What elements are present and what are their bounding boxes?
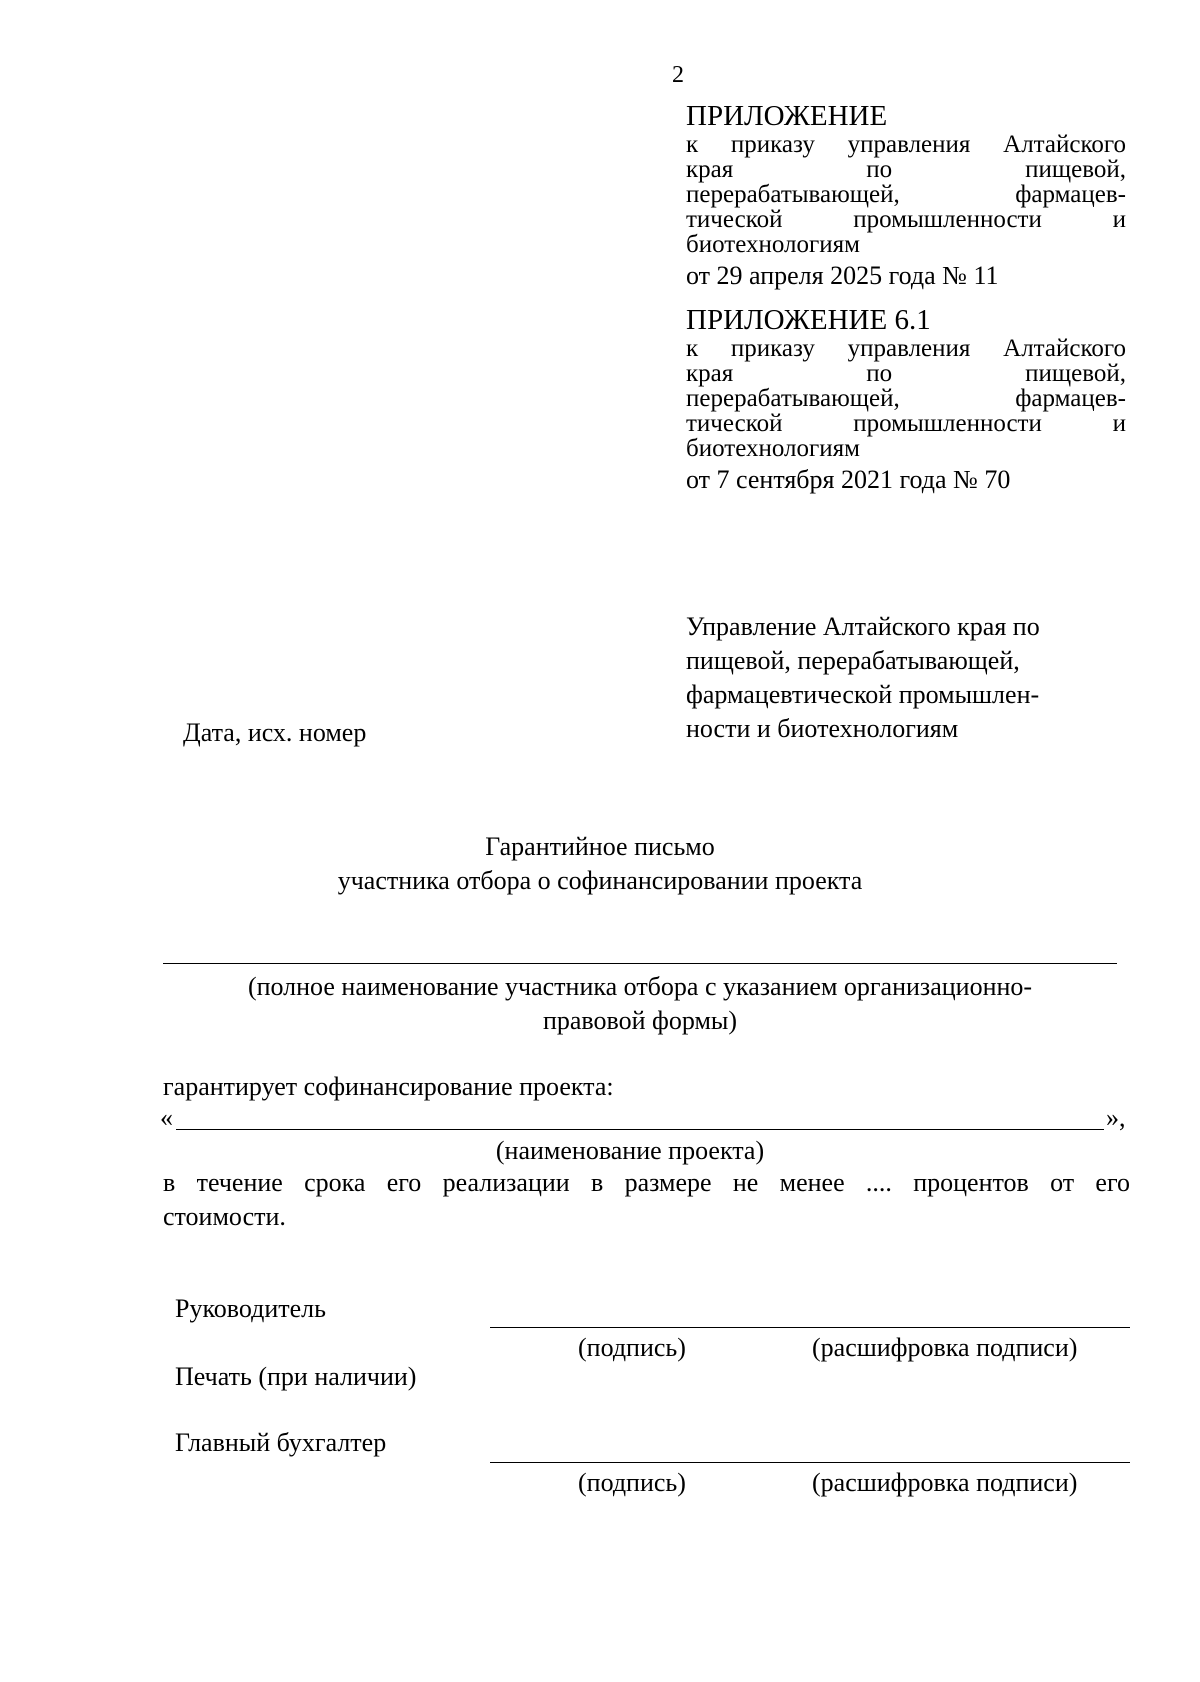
appendix-line: перерабатывающей, фармацев- xyxy=(686,385,1126,412)
addressee-line: Управление Алтайского края по xyxy=(686,612,1040,641)
appendix-line: биотехнологиям xyxy=(686,231,860,258)
guarantee-text: гарантирует софинансирование проекта: xyxy=(163,1072,614,1101)
appendix-date: от 29 апреля 2025 года № 11 xyxy=(686,261,999,290)
quote-open: « xyxy=(160,1103,173,1132)
participant-caption xyxy=(163,970,1117,1038)
letter-title-line: участника отбора о софинансировании проекта xyxy=(337,866,863,895)
appendix-title: ПРИЛОЖЕНИЕ xyxy=(686,100,888,132)
addressee-line: фармацевтической промышлен- xyxy=(686,680,1040,709)
director-signature-caption: (подпись) xyxy=(578,1333,686,1362)
addressee-block xyxy=(686,610,1126,746)
appendix-line: к приказу управления Алтайского xyxy=(686,131,1126,158)
chief-accountant-signature-line xyxy=(490,1462,1130,1463)
appendix-line: тической промышленности и xyxy=(686,410,1126,437)
date-number-label: Дата, исх. номер xyxy=(183,718,367,747)
appendix-block-1 xyxy=(686,100,1126,288)
appendix-line: биотехнологиям xyxy=(686,435,860,462)
seal-label: Печать (при наличии) xyxy=(175,1362,417,1391)
period-text-line: стоимости. xyxy=(163,1202,286,1231)
appendix-line: тической промышленности и xyxy=(686,206,1126,233)
appendix-line: к приказу управления Алтайского xyxy=(686,335,1126,362)
project-caption: (наименование проекта) xyxy=(495,1136,765,1165)
quote-close: », xyxy=(1106,1103,1126,1132)
letter-title-line: Гарантийное письмо xyxy=(485,832,715,861)
appendix-line: края по пищевой, xyxy=(686,156,1126,183)
letter-title xyxy=(0,830,1200,898)
project-name-line xyxy=(176,1129,1104,1130)
director-label: Руководитель xyxy=(175,1294,326,1323)
appendix-title: ПРИЛОЖЕНИЕ 6.1 xyxy=(686,304,931,336)
director-decoding-caption: (расшифровка подписи) xyxy=(812,1333,1078,1362)
chief-accountant-signature-caption: (подпись) xyxy=(578,1468,686,1497)
appendix-block-2 xyxy=(686,304,1126,492)
page-number: 2 xyxy=(672,62,684,88)
participant-caption-line: правовой формы) xyxy=(542,1006,738,1035)
director-signature-line xyxy=(490,1327,1130,1328)
appendix-date: от 7 сентября 2021 года № 70 xyxy=(686,465,1011,494)
appendix-line: края по пищевой, xyxy=(686,360,1126,387)
period-text xyxy=(163,1166,1130,1234)
addressee-line: пищевой, перерабатывающей, xyxy=(686,646,1020,675)
chief-accountant-label: Главный бухгалтер xyxy=(175,1428,387,1457)
chief-accountant-decoding-caption: (расшифровка подписи) xyxy=(812,1468,1078,1497)
period-text-line: в течение срока его реализации в размере не менее .... процентов от его xyxy=(163,1168,1130,1197)
participant-name-line xyxy=(163,963,1117,964)
appendix-line: перерабатывающей, фармацев- xyxy=(686,181,1126,208)
participant-caption-line: (полное наименование участника отбора с указанием организационно- xyxy=(247,972,1033,1001)
addressee-line: ности и биотехнологиям xyxy=(686,714,959,743)
